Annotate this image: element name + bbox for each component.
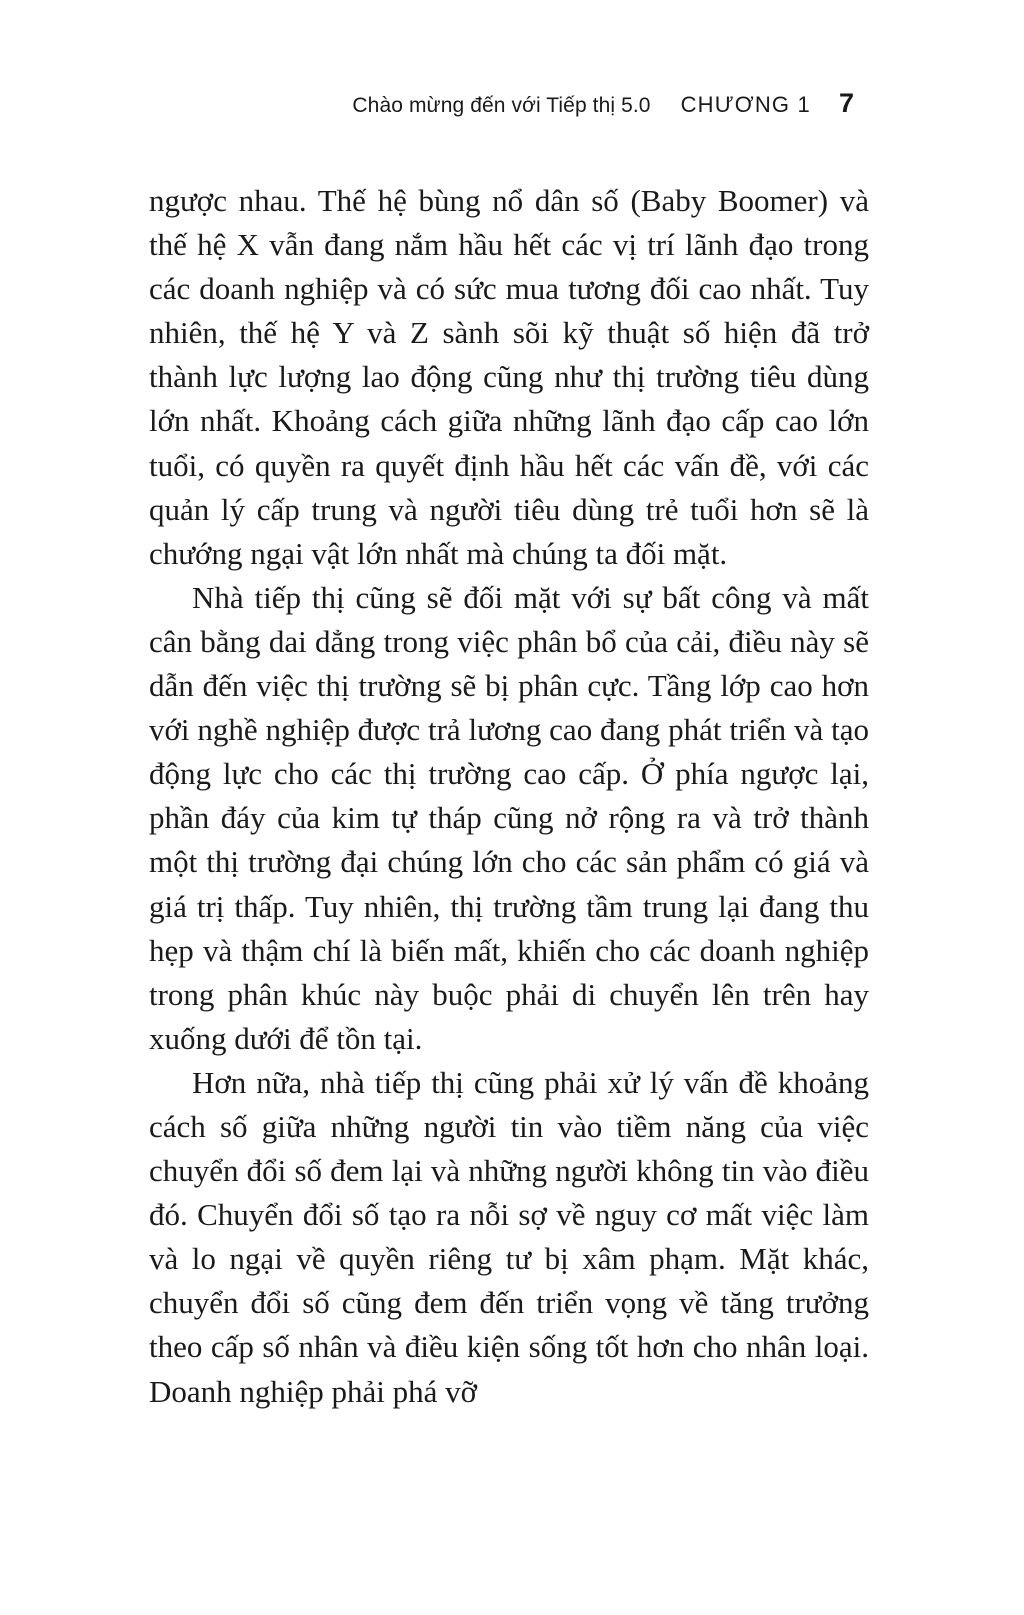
paragraph-digital-divide: Hơn nữa, nhà tiếp thị cũng phải xử lý vấn đề khoảng cách số giữa những người tin vào tiềm năng của việc chuyển đổi số đem lại và những người không tin vào điều đó. Chuyển đổi số tạo ra nỗi sợ về nguy cơ mất việc làm và lo ngại về quyền riêng tư bị xâm phạm. Mặt khác, chuyển đổi số cũng đem đến triển vọng về tăng trưởng theo cấp số nhân và điều kiện sống tốt hơn cho nhân loại. Doanh nghiệp phải phá vỡ bbox=[149, 1064, 869, 1409]
body-text bbox=[149, 179, 869, 1414]
running-header bbox=[352, 88, 854, 119]
paragraph-continued: ngược nhau. Thế hệ bùng nổ dân số (Baby Boomer) và thế hệ X vẫn đang nắm hầu hết các vị trí lãnh đạo trong các doanh nghiệp và có sức mua tương đối cao nhất. Tuy nhiên, thế hệ Y và Z sành sõi kỹ thuật số hiện đã trở thành lực lượng lao động cũng như thị trường tiêu dùng lớn nhất. Khoảng cách giữa những lãnh đạo cấp cao lớn tuổi, có quyền ra quyết định hầu hết các vấn đề, với các quản lý cấp trung và người tiêu dùng trẻ tuổi hơn sẽ là chướng ngại vật lớn nhất mà chúng ta đối mặt. bbox=[149, 183, 869, 571]
book-title: Chào mừng đến với Tiếp thị 5.0 bbox=[352, 94, 651, 117]
chapter-label: CHƯƠNG 1 bbox=[680, 92, 811, 117]
paragraph-inequality: Nhà tiếp thị cũng sẽ đối mặt với sự bất công và mất cân bằng dai dẳng trong việc phân bổ của cải, điều này sẽ dẫn đến việc thị trường sẽ bị phân cực. Tầng lớp cao hơn với nghề nghiệp được trả lương cao đang phát triển và tạo động lực cho các thị trường cao cấp. Ở phía ngược lại, phần đáy của kim tự tháp cũng nở rộng ra và trở thành một thị trường đại chúng lớn cho các sản phẩm có giá và giá trị thấp. Tuy nhiên, thị trường tầm trung lại đang thu hẹp và thậm chí là biến mất, khiến cho các doanh nghiệp trong phân khúc này buộc phải di chuyển lên trên hay xuống dưới để tồn tại. bbox=[149, 579, 869, 1056]
page-number: 7 bbox=[838, 88, 854, 118]
